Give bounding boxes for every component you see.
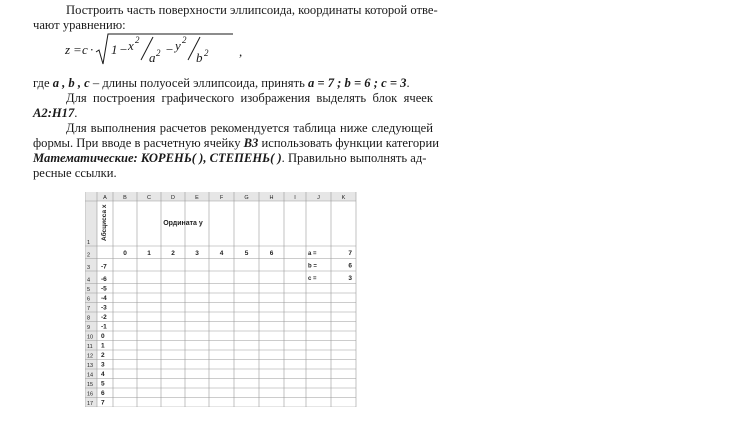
row-header-8: 8 (87, 315, 91, 322)
y-value-cell: 0 (123, 250, 127, 257)
x-value-cell: -2 (101, 314, 107, 321)
x-value-cell: 7 (101, 399, 105, 407)
svg-text:2: 2 (204, 48, 209, 58)
paragraph-line-6: A2:H17. (33, 106, 78, 120)
y-value-cell: 5 (244, 250, 249, 257)
x-value-cell: -1 (101, 323, 107, 331)
x-value-cell: -3 (101, 304, 107, 312)
x-value-cell: 1 (101, 342, 105, 350)
param-name-cell: b = (308, 263, 317, 270)
svg-text:−: − (165, 42, 174, 57)
column-header-J: J (317, 195, 320, 201)
svg-text:x: x (128, 38, 134, 53)
row-header-3: 3 (87, 265, 91, 271)
svg-text:2: 2 (156, 48, 161, 58)
ellipsoid-formula (61, 30, 261, 68)
svg-text:z: z (65, 42, 71, 57)
svg-text:y: y (175, 38, 181, 53)
paragraph-line-1: Построить часть поверхности эллипсоида, координаты которой отве- (66, 3, 438, 17)
svg-text:a: a (149, 50, 156, 65)
x-value-cell: 2 (101, 352, 105, 359)
svg-text:−: − (119, 42, 128, 57)
column-header-H: H (269, 195, 274, 201)
x-value-cell: 6 (101, 390, 105, 397)
column-header-B: B (123, 195, 127, 201)
paragraph-line-10: ресные ссылки. (33, 166, 117, 180)
row-header-2: 2 (87, 252, 91, 259)
row-header-17: 17 (87, 401, 94, 407)
param-value-cell: 7 (348, 250, 352, 257)
param-name-cell: c = (308, 276, 317, 282)
row-header-11: 11 (87, 344, 93, 350)
column-header-I: I (294, 195, 296, 201)
y-value-cell: 3 (195, 250, 199, 257)
svg-text:=: = (73, 42, 82, 57)
cell-a1-label: Абсцисса x (101, 204, 108, 241)
row-header-9: 9 (87, 325, 91, 331)
svg-text:1: 1 (111, 42, 118, 57)
paragraph-line-5: Для построения графического изображения выделять блок ячеек (66, 91, 433, 105)
y-value-cell: 6 (269, 250, 274, 257)
column-header-E: E (195, 195, 199, 201)
x-value-cell: 5 (101, 380, 105, 388)
row-header-7: 7 (87, 306, 91, 312)
column-header-K: K (341, 195, 346, 201)
row-header-4: 4 (87, 277, 91, 284)
paragraph-line-9: Математические: КОРЕНЬ( ), СТЕПЕНЬ( ). Правильно выполнять ад- (33, 151, 427, 165)
row-header-14: 14 (87, 372, 94, 379)
ordinate-label: Ордината y (163, 220, 203, 227)
paragraph-line-2: чают уравнению: (33, 18, 126, 32)
svg-text:2: 2 (182, 35, 187, 45)
paragraph-line-7: Для выполнения расчетов рекомендуется таблица ниже следующей (66, 121, 433, 135)
x-value-cell: -7 (101, 263, 107, 271)
svg-text:,: , (239, 44, 243, 59)
x-value-cell: 0 (101, 333, 105, 340)
param-name-cell: a = (308, 251, 317, 257)
svg-text:b: b (196, 50, 203, 65)
column-header-G: G (244, 195, 249, 201)
x-value-cell: 4 (101, 371, 105, 378)
svg-text:·: · (90, 42, 94, 57)
param-value-cell: 6 (348, 262, 352, 270)
y-value-cell: 1 (147, 250, 151, 257)
row-header-10: 10 (87, 334, 94, 341)
y-value-cell: 2 (171, 250, 175, 257)
svg-text:c: c (82, 42, 88, 57)
x-value-cell: -5 (101, 285, 107, 293)
svg-text:2: 2 (135, 35, 140, 45)
x-value-cell: -6 (101, 276, 107, 283)
spreadsheet-grid (85, 192, 378, 407)
column-header-C: C (147, 195, 151, 201)
column-header-A: A (103, 195, 107, 201)
row-header-15: 15 (87, 382, 94, 388)
x-value-cell: 3 (101, 361, 105, 369)
row-header-1: 1 (87, 240, 91, 246)
paragraph-line-8: формы. При вводе в расчетную ячейку B3 использовать функции категории (33, 136, 439, 150)
row-header-16: 16 (87, 391, 94, 398)
paragraph-line-4: где a , b , c – длины полуосей эллипсоида, принять a = 7 ; b = 6 ; c = 3. (33, 76, 410, 90)
row-header-5: 5 (87, 287, 91, 293)
column-header-D: D (171, 195, 175, 201)
y-value-cell: 4 (219, 250, 224, 257)
column-header-F: F (219, 195, 224, 201)
row-header-6: 6 (87, 296, 91, 303)
row-header-13: 13 (87, 363, 94, 369)
spreadsheet-image (85, 192, 378, 407)
param-value-cell: 3 (348, 275, 352, 282)
row-header-12: 12 (87, 353, 94, 360)
x-value-cell: -4 (101, 295, 107, 302)
